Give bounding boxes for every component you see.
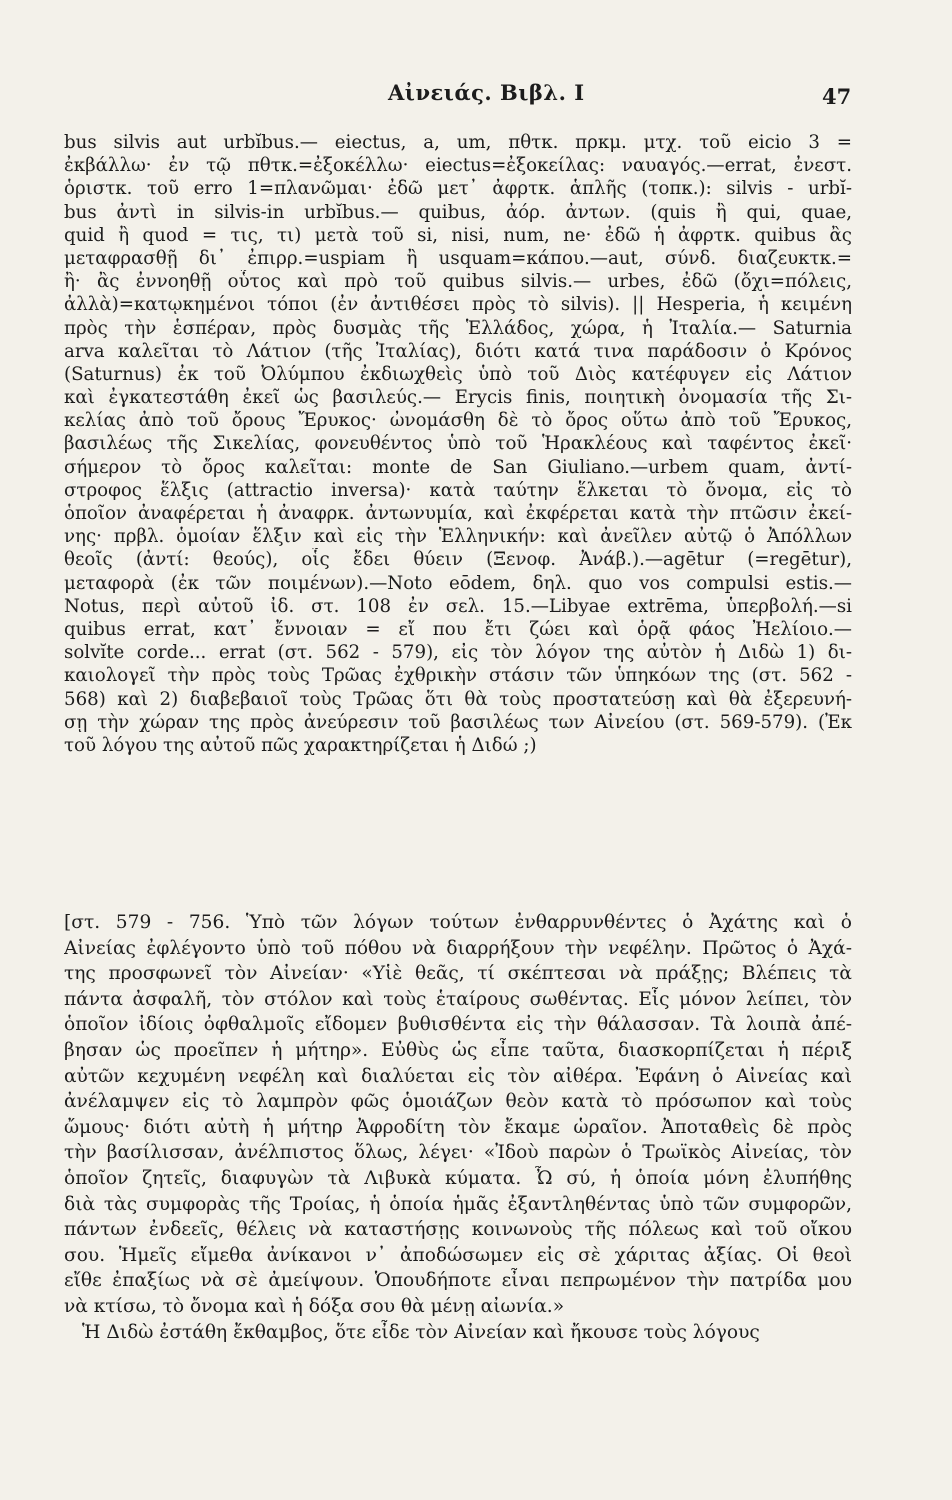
notes-line: βασιλέως τῆς Σικελίας, φονευθέντος ὑπὸ τοῦ Ἡρακλέους καὶ ταφέντος ἐκεῖ· — [64, 433, 852, 455]
main-line: αὐτῶν κεχυμένη νεφέλη καὶ διαλύεται εἰς τὸν αἰθέρα. Ἐφάνη ὁ Αἰνείας καὶ — [64, 1065, 852, 1087]
notes-line: σήμερον τὸ ὄρος καλεῖται: monte de San Giuliano.—urbem quam, ἀντί- — [64, 456, 852, 478]
notes-line: πρὸς τὴν ἑσπέραν, πρὸς δυσμὰς τῆς Ἑλλάδος, χώρα, ἡ Ἰταλία.— Saturnia — [64, 317, 852, 339]
main-line: [στ. 579 - 756. Ὑπὸ τῶν λόγων τούτων ἐνθαρρυνθέντες ὁ Ἀχάτης καὶ ὁ — [64, 912, 852, 933]
notes-line: arva καλεῖται τὸ Λάτιον (τῆς Ἰταλίας), διότι κατά τινα παράδοσιν ὁ Κρόνος — [64, 340, 852, 362]
notes-line: bus silvis aut urbĭbus.— eiectus, a, um, πθτκ. πρκμ. μτχ. τοῦ eicio 3 = — [64, 132, 852, 153]
notes-line: νης· πρβλ. ὁμοίαν ἕλξιν καὶ εἰς τὴν Ἑλληνικήν: καὶ ἀνεῖλεν αὐτῷ ὁ Ἀπόλλων — [64, 526, 852, 548]
main-line: νὰ κτίσω, τὸ ὄνομα καὶ ἡ δόξα σου θὰ μένῃ αἰωνία.» — [64, 1295, 565, 1317]
main-line: Ἡ Διδὼ ἐστάθη ἔκθαμβος, ὅτε εἶδε τὸν Αἰνείαν καὶ ἤκουσε τοὺς λόγους — [82, 1321, 760, 1343]
notes-line: Notus, περὶ αὐτοῦ ἰδ. στ. 108 ἐν σελ. 15.—Libyae extrēma, ὑπερβολή.—si — [64, 595, 852, 617]
page-header — [0, 80, 952, 114]
main-line: ὁποῖον ζητεῖς, διαφυγὼν τὰ Λιβυκὰ κύματα. Ὦ σύ, ἡ ὁποία μόνη ἐλυπήθης — [64, 1167, 852, 1189]
main-line: βησαν ὡς προεῖπεν ἡ μήτηρ». Εὐθὺς ὡς εἶπε ταῦτα, διασκορπίζεται ἡ πέριξ — [64, 1039, 852, 1061]
main-line: σου. Ἡμεῖς εἴμεθα ἀνίκανοι ν᾽ ἀποδώσωμεν εἰς σὲ χάριτας ἀξίας. Οἱ θεοὶ — [64, 1244, 852, 1266]
main-line: ὤμους· διότι αὐτὴ ἡ μήτηρ Ἀφροδίτη τὸν ἔκαμε ὡραῖον. Ἀποταθεὶς δὲ πρὸς — [64, 1116, 852, 1138]
main-line: Αἰνείας ἐφλέγοντο ὑπὸ τοῦ πόθου νὰ διαρρήξουν τὴν νεφέλην. Πρῶτος ὁ Ἀχά- — [64, 937, 852, 959]
notes-line: bus ἀντὶ in silvis-in urbĭbus.— quibus, ἀόρ. ἀντων. (quis ἢ qui, quae, — [64, 201, 852, 223]
notes-line: καὶ ἐγκατεστάθη ἐκεῖ ὡς βασιλεύς.— Erycis finis, ποιητικὴ ὀνομασία τῆς Σι- — [64, 387, 852, 409]
main-line: τὴν βασίλισσαν, ἀνέλπιστος ὅλως, λέγει· «Ἰδοὺ παρὼν ὁ Τρωϊκὸς Αἰνείας, τὸν — [64, 1142, 852, 1164]
notes-line: τοῦ λόγου της αὐτοῦ πῶς χαρακτηρίζεται ἡ Διδώ ;) — [64, 734, 537, 756]
notes-line: κελίας ἀπὸ τοῦ ὄρους Ἔρυκος· ὠνομάσθη δὲ τὸ ὄρος οὕτω ἀπὸ τοῦ Ἔρυκος, — [64, 410, 852, 432]
notes-line: (Saturnus) ἐκ τοῦ Ὀλύμπου ἐκδιωχθεὶς ὑπὸ τοῦ Διὸς κατέφυγεν εἰς Λάτιον — [64, 363, 852, 385]
notes-line: θεοῖς (ἀντί: θεούς), οἷς ἔδει θύειν (Ξενοφ. Ἀνάβ.).—agētur (=regētur), — [64, 549, 852, 571]
main-line: ἀνέλαμψεν εἰς τὸ λαμπρὸν φῶς ὁμοιάζων θεὸν κατὰ τὸ πρόσωπον καὶ τοὺς — [64, 1091, 852, 1113]
notes-line: 568) καὶ 2) διαβεβαιοῖ τοὺς Τρῶας ὅτι θὰ τοὺς προστατεύσῃ καὶ θὰ ἐξερευνή- — [64, 688, 852, 710]
main-text — [64, 910, 852, 1345]
notes-line: στροφος ἕλξις (attractio inversa)· κατὰ ταύτην ἕλκεται τὸ ὄνομα, εἰς τὸ — [64, 479, 852, 501]
notes-line: σῃ τὴν χώραν της πρὸς ἀνεύρεσιν τοῦ βασιλέως των Αἰνείου (στ. 569-579). (Ἐκ — [64, 711, 852, 733]
notes-line: μεταφρασθῇ δι᾽ ἐπιρρ.=uspiam ἢ usquam=κάπου.—aut, σύνδ. διαζευκτκ.= — [64, 247, 852, 269]
main-line: πάντα ἀσφαλῆ, τὸν στόλον καὶ τοὺς ἑταίρους σωθέντας. Εἷς μόνον λείπει, τὸν — [64, 988, 852, 1010]
notes-line: μεταφορὰ (ἐκ τῶν ποιμένων).—Noto eōdem, δηλ. quo vos compulsi estis.— — [64, 572, 852, 594]
notes-line: καιολογεῖ τὴν πρὸς τοὺς Τρῶας ἐχθρικὴν στάσιν τῶν ὑπηκόων της (στ. 562 - — [64, 665, 852, 687]
notes-line: ὁποῖον ἀναφέρεται ἡ ἀναφρκ. ἀντωνυμία, καὶ ἐκφέρεται κατὰ τὴν πτῶσιν ἐκεί- — [64, 503, 852, 524]
running-title: Αἰνειάς. Βιβλ. Ι — [388, 80, 585, 105]
main-line: της προσφωνεῖ τὸν Αἰνείαν· «Υἱὲ θεᾶς, τί σκέπτεσαι νὰ πράξῃς; Βλέπεις τὰ — [64, 963, 852, 985]
notes-line: ἐκβάλλω· ἐν τῷ πθτκ.=ἐξοκέλλω· eiectus=ἐξοκείλας: ναυαγός.—errat, ἐνεστ. — [64, 155, 852, 177]
main-line: εἴθε ἐπαξίως νὰ σὲ ἀμείψουν. Ὁπουδήποτε εἶναι πεπρωμένον τὴν πατρίδα μου — [64, 1270, 852, 1292]
notes-line: solvĭte corde... errat (στ. 562 - 579), εἰς τὸν λόγον της αὐτὸν ἡ Διδὼ 1) δι- — [64, 642, 852, 664]
page-number: 47 — [822, 84, 852, 109]
commentary-notes — [64, 131, 852, 757]
notes-line: ἢ· ἂς ἐννοηθῇ οὗτος καὶ πρὸ τοῦ quibus silvis.— urbes, ἐδῶ (ὄχι=πόλεις, — [64, 271, 852, 293]
main-line: διὰ τὰς συμφορὰς τῆς Τροίας, ἡ ὁποία ἡμᾶς ἐξαντληθέντας ὑπὸ τῶν συμφορῶν, — [64, 1193, 852, 1215]
main-line: ὁποῖον ἰδίοις ὀφθαλμοῖς εἴδομεν βυθισθέντα εἰς τὴν θάλασσαν. Τὰ λοιπὰ ἀπέ- — [64, 1014, 852, 1036]
notes-line: ἀλλὰ)=κατῳκημένοι τόποι (ἐν ἀντιθέσει πρὸς τὸ silvis). || Hesperia, ἡ κειμένη — [64, 294, 852, 316]
notes-line: ὁριστκ. τοῦ erro 1=πλανῶμαι· ἐδῶ μετ᾽ ἀφρτκ. ἁπλῆς (τοπκ.): silvis - urbĭ- — [64, 178, 852, 200]
main-line: πάντων ἐνδεεῖς, θέλεις νὰ καταστήσῃς κοινωνοὺς τῆς πόλεως καὶ τοῦ οἴκου — [64, 1219, 852, 1241]
notes-line: quibus errat, κατ᾽ ἔννοιαν = εἴ που ἔτι ζώει καὶ ὁρᾷ φάος Ἠελίοιο.— — [64, 618, 852, 640]
notes-line: quid ἢ quod = τις, τι) μετὰ τοῦ si, nisi, num, ne· ἐδῶ ἡ ἀφρτκ. quibus ἂς — [64, 224, 852, 246]
